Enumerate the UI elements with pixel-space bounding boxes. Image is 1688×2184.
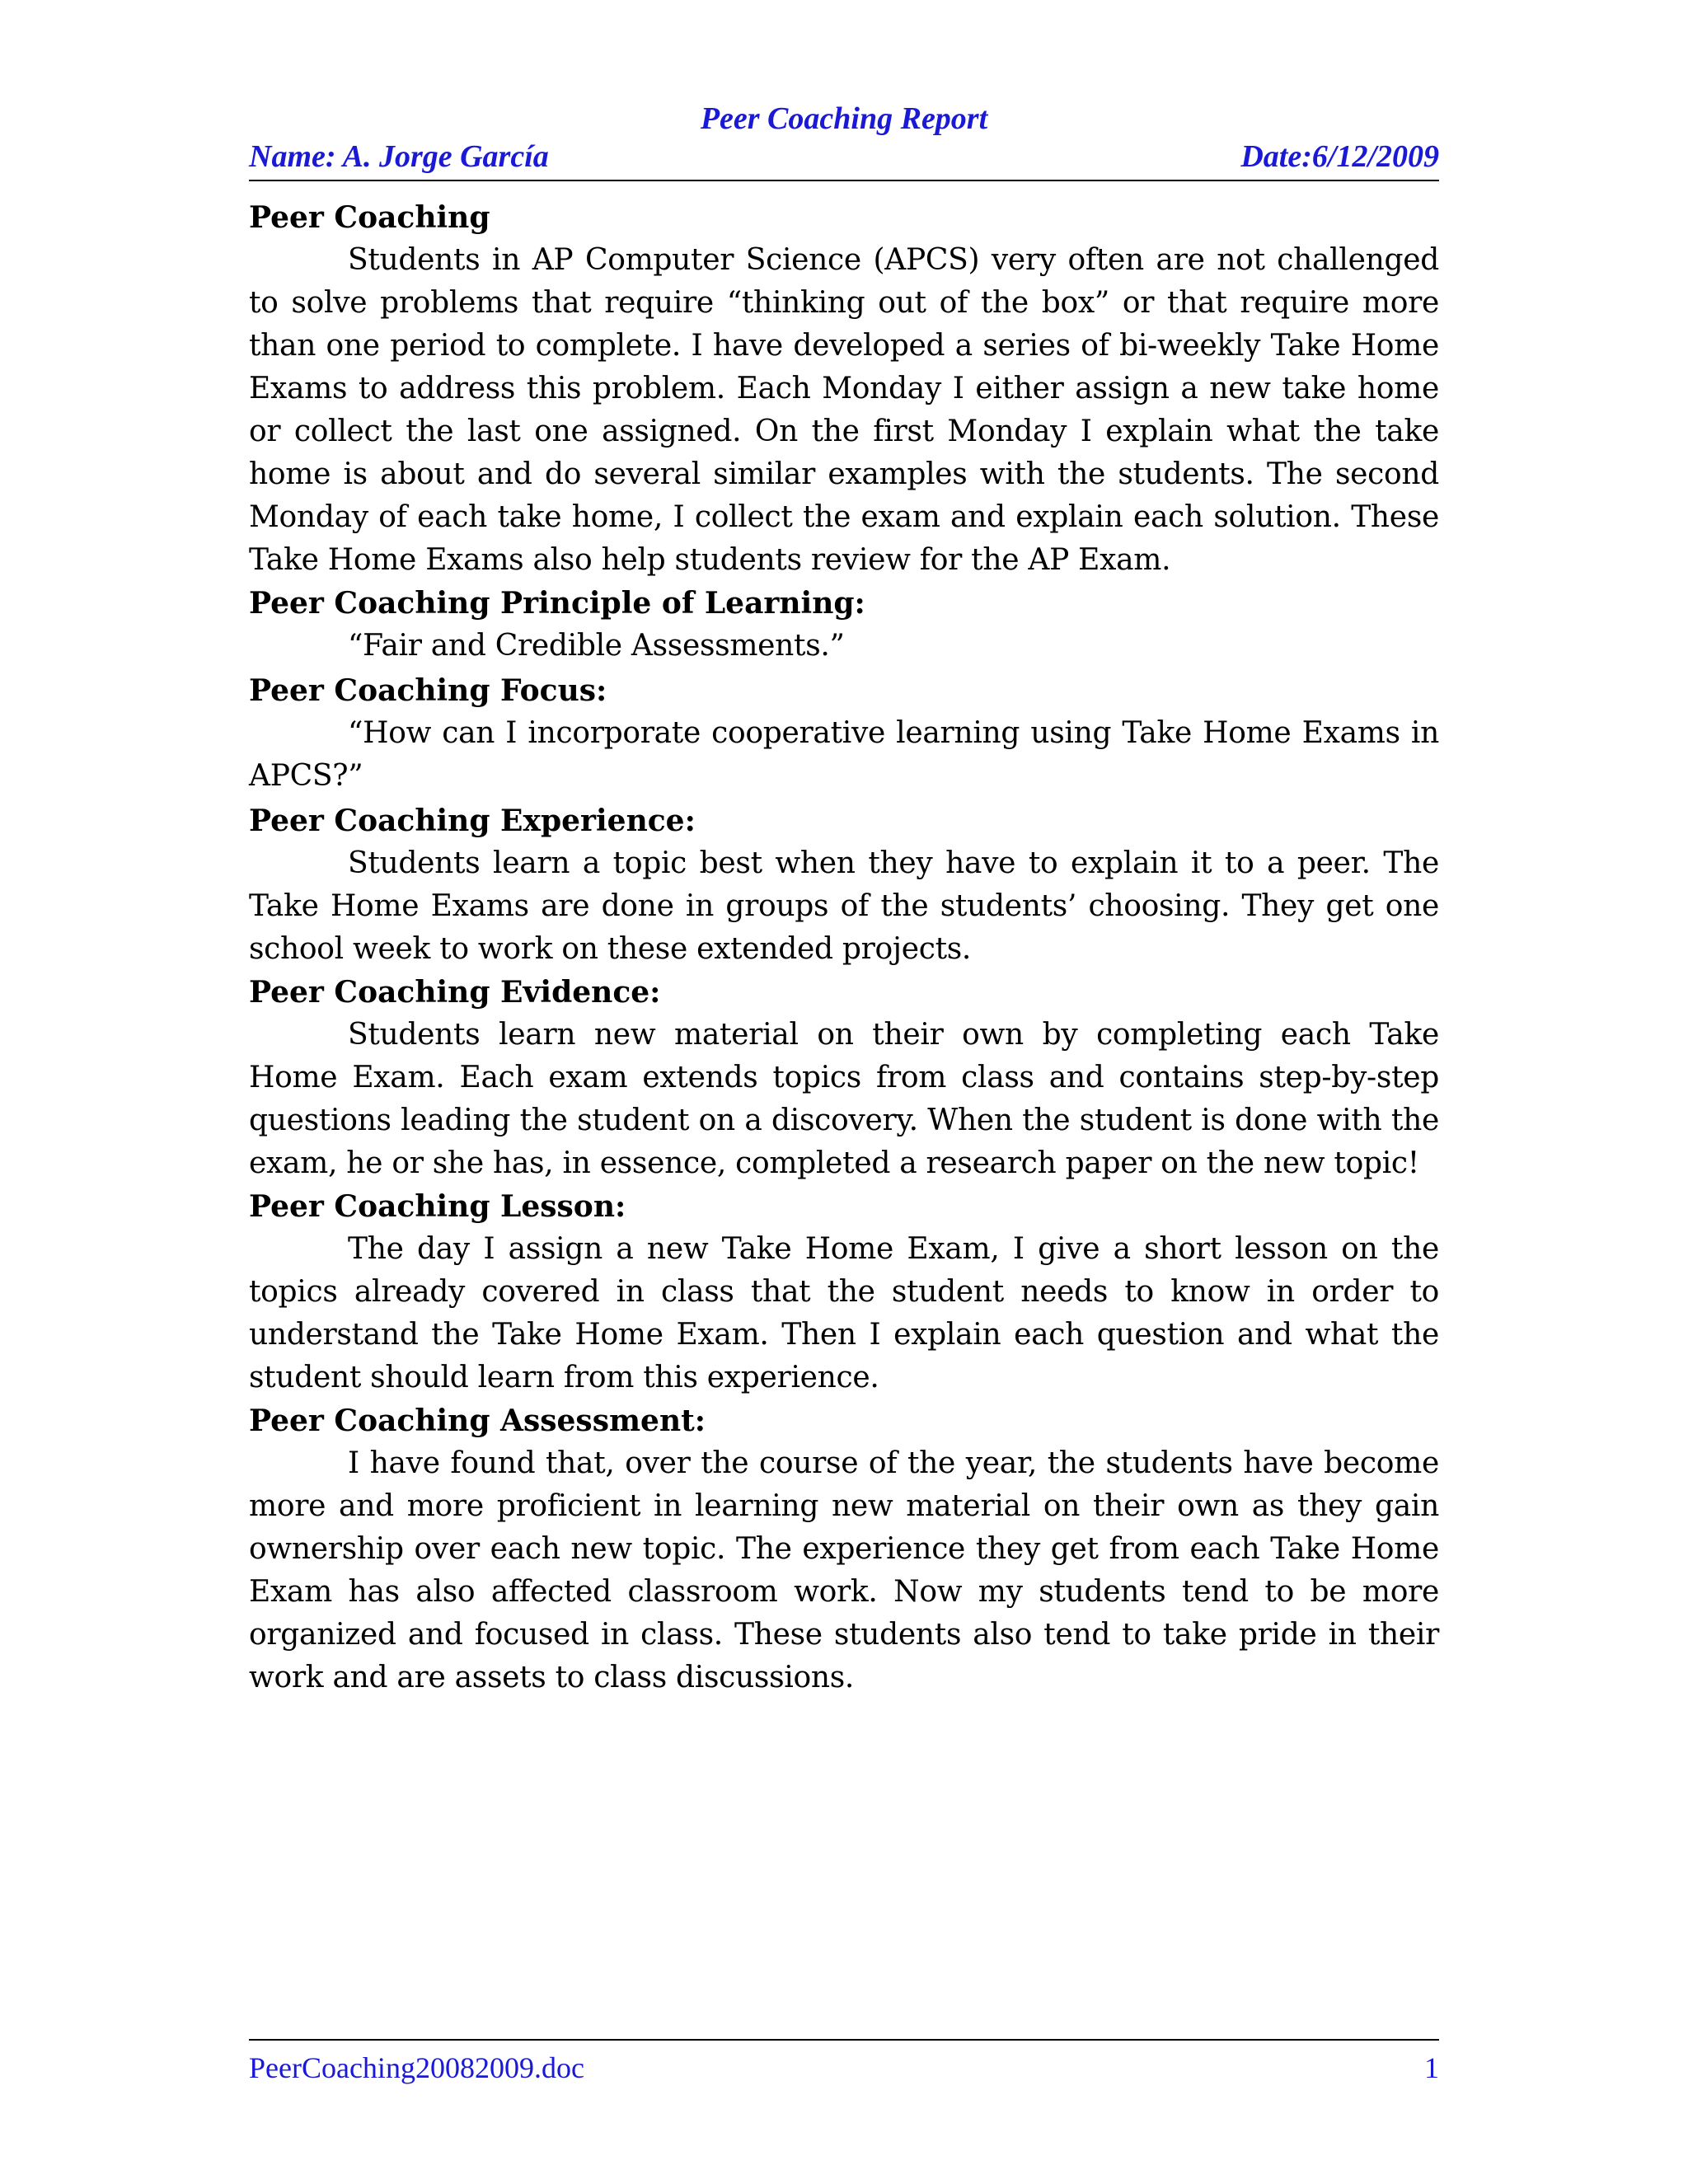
section-heading: Peer Coaching — [249, 200, 490, 235]
section-paragraph: Students in AP Computer Science (APCS) very often are not challenged to solve problems that require “thinking out of the box” or that require more than one period to complete. I have developed a series of bi-weekly Take Home Exams to address this problem. Each Monday I either assign a new take home or collect the last one assigned. On the first Monday I explain what the take home is about and do several similar examples with the students. The second Monday of each take home, I collect the exam and explain each solution. These Take Home Exams also help students review for the AP Exam. — [249, 243, 1439, 577]
section-principle-of-learning — [249, 582, 1439, 668]
section-paragraph: Students learn new material on their own by completing each Take Home Exam. Each exam extends topics from class and contains step-by-step questions leading the student on a discovery. When the student is done with the exam, he or she has, in essence, completed a research paper on the new topic! — [249, 1018, 1439, 1180]
section-paragraph: “How can I incorporate cooperative learning using Take Home Exams in APCS?” — [249, 716, 1439, 793]
section-heading: Peer Coaching Evidence: — [249, 975, 661, 1010]
section-heading: Peer Coaching Principle of Learning: — [249, 586, 865, 621]
report-date: Date:6/12/2009 — [1240, 139, 1439, 174]
section-paragraph: The day I assign a new Take Home Exam, I give a short lesson on the topics already covered in class that the student needs to know in order to understand the Take Home Exam. Then I explain each question and what the student should learn from this experience. — [249, 1232, 1439, 1394]
section-paragraph: Students learn a topic best when they have to explain it to a peer. The Take Home Exams are done in groups of the students’ choosing. They get one school week to work on these extended projects. — [249, 846, 1439, 966]
section-heading: Peer Coaching Assessment: — [249, 1404, 706, 1438]
section-heading: Peer Coaching Focus: — [249, 673, 607, 708]
section-experience — [249, 799, 1439, 971]
section-peer-coaching — [249, 196, 1439, 582]
footer-filename: PeerCoaching20082009.doc — [249, 2051, 584, 2084]
section-assessment — [249, 1399, 1439, 1699]
report-title: Peer Coaching Report — [700, 101, 988, 136]
author-name: Name: A. Jorge García — [249, 139, 549, 174]
document-body — [249, 196, 1439, 1699]
section-paragraph: I have found that, over the course of the year, the students have become more and more proficient in learning new material on their own as they gain ownership over each new topic. The experience they get from each Take Home Exam has also affected classroom work. Now my students tend to be more organized and focused in class. These students also tend to take pride in their work and are assets to class discussions. — [249, 1446, 1439, 1694]
page-number: 1 — [1424, 2051, 1439, 2084]
section-heading: Peer Coaching Lesson: — [249, 1189, 626, 1224]
section-evidence — [249, 971, 1439, 1185]
section-focus — [249, 669, 1439, 798]
page-footer — [249, 2039, 1439, 2090]
page-header — [249, 97, 1439, 181]
section-heading: Peer Coaching Experience: — [249, 804, 696, 838]
section-paragraph: “Fair and Credible Assessments.” — [348, 629, 845, 663]
section-lesson — [249, 1185, 1439, 1399]
